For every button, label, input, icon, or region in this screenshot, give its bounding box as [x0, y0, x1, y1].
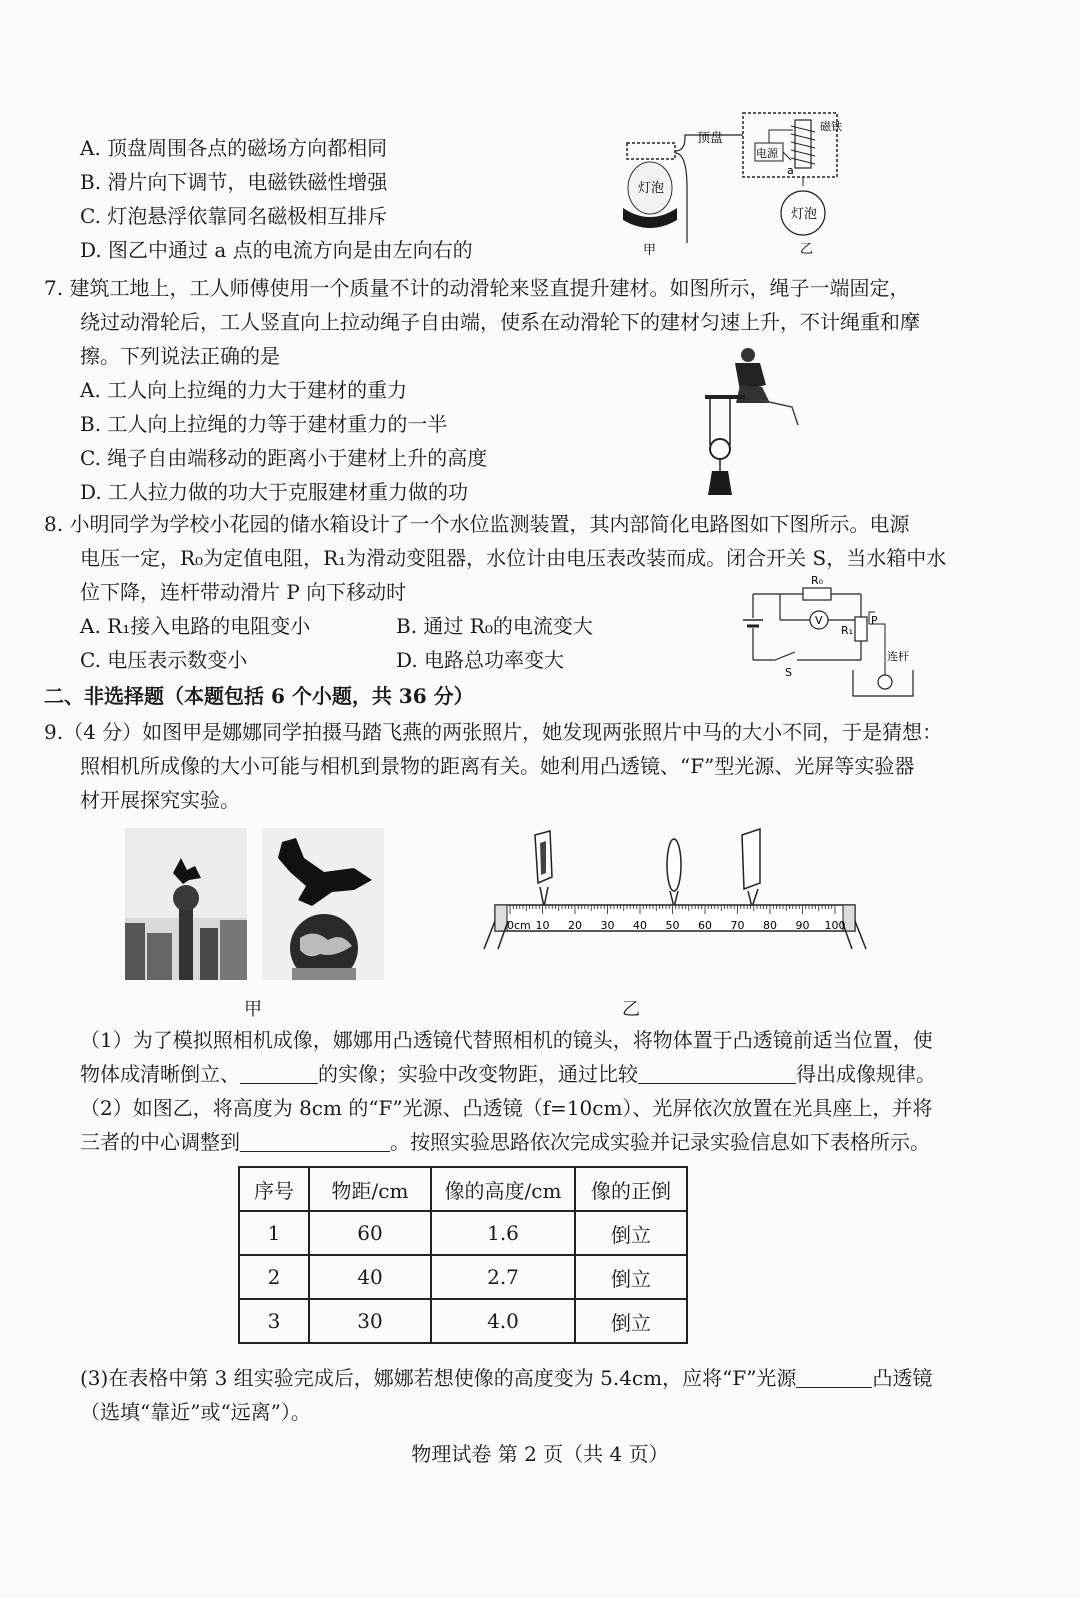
- table-cell: 4.0: [431, 1299, 575, 1343]
- q9-blank-4[interactable]: [796, 1367, 872, 1388]
- q8-option-d: D. 电路总功率变大: [396, 648, 565, 672]
- table-row: [239, 1211, 687, 1255]
- q8-fig-r0: R₀: [811, 574, 824, 587]
- table-cell: 2.7: [431, 1255, 575, 1299]
- ruler-tick-label: 20: [568, 919, 582, 932]
- q6-option-b: B. 滑片向下调节，电磁铁磁性增强: [80, 170, 388, 194]
- table-cell: 倒立: [575, 1299, 687, 1343]
- q8-fig-r1: R₁: [841, 624, 854, 637]
- q8-fig-voltmeter: V: [815, 614, 823, 627]
- q9-photo-far: [125, 828, 247, 980]
- q6-fig-top-label: 顶盘: [697, 131, 724, 146]
- q6-option-d: D. 图乙中通过 a 点的电流方向是由左向右的: [80, 238, 473, 262]
- q9-photo-near: [262, 828, 384, 980]
- q9-part1-line2: [80, 1060, 936, 1088]
- q6-fig-magnet: 磁铁: [820, 120, 842, 133]
- q9-part1-line1: （1）为了模拟照相机成像，娜娜用凸透镜代替照相机的镜头，将物体置于凸透镜前适当位置，使: [80, 1028, 933, 1052]
- table-header: 物距/cm: [309, 1167, 431, 1211]
- q9-blank-3[interactable]: [240, 1131, 390, 1152]
- q9-part3-line1: [80, 1364, 932, 1392]
- table-header: 像的正倒: [575, 1167, 687, 1211]
- q7-option-b: B. 工人向上拉绳的力等于建材重力的一半: [80, 412, 448, 436]
- table-cell: 60: [309, 1211, 431, 1255]
- q8-stem-line3: 位下降，连杆带动滑片 P 向下移动时: [80, 580, 407, 604]
- q6-option-a: A. 顶盘周围各点的磁场方向都相同: [80, 136, 388, 160]
- table-row: [239, 1299, 687, 1343]
- table-cell: 倒立: [575, 1255, 687, 1299]
- q6-fig-point-a: a: [787, 164, 794, 177]
- q6-fig-bulb-jia: 灯泡: [638, 181, 665, 196]
- q7-stem-line3: 擦。下列说法正确的是: [80, 344, 280, 368]
- q7-option-d: D. 工人拉力做的功大于克服建材重力做的功: [80, 480, 469, 504]
- q8-fig-switch: S: [785, 666, 792, 679]
- q7-pulley-figure: [700, 345, 810, 505]
- q9-stem-line1: 9.（4 分）如图甲是娜娜同学拍摄马踏飞燕的两张照片，她发现两张照片中马的大小不同，于是猜想：: [44, 720, 943, 744]
- ruler-tick-label: 70: [730, 919, 745, 932]
- ruler-tick-label: 50: [665, 919, 680, 932]
- q8-option-c: C. 电压表示数变小: [80, 648, 248, 672]
- q9-stem-line2: 照相机所成像的大小可能与相机到景物的距离有关。她利用凸透镜、“F”型光源、光屏等实验器: [80, 754, 915, 778]
- q7-stem-line1: 7. 建筑工地上，工人师傅使用一个质量不计的动滑轮来竖直提升建材。如图所示，绳子一端固定，: [44, 276, 910, 300]
- q9-optical-bench: [480, 825, 870, 960]
- q7-stem-line2: 绕过动滑轮后，工人竖直向上拉动绳子自由端，使系在动滑轮下的建材匀速上升，不计绳重和摩: [80, 310, 920, 334]
- q9-fig-label-jia: 甲: [244, 999, 262, 1020]
- ruler-tick-label: 40: [633, 919, 647, 932]
- q7-option-c: C. 绳子自由端移动的距离小于建材上升的高度: [80, 446, 488, 470]
- q9-fig-label-yi: 乙: [622, 999, 640, 1020]
- table-cell: 2: [239, 1255, 309, 1299]
- q6-fig-label-jia: 甲: [643, 243, 657, 258]
- q7-option-a: A. 工人向上拉绳的力大于建材的重力: [80, 378, 408, 402]
- q9-part1-text2: 的实像；实验中改变物距，通过比较: [318, 1062, 638, 1086]
- q9-part2-text1: 三者的中心调整到: [80, 1130, 240, 1154]
- q9-data-table: [238, 1166, 688, 1344]
- q6-fig-power: 电源: [756, 147, 778, 160]
- q9-part2-text2: 。按照实验思路依次完成实验并记录实验信息如下表格所示。: [390, 1130, 930, 1154]
- section-heading: 二、非选择题（本题包括 6 个小题，共 36 分）: [44, 684, 474, 708]
- ruler-tick-label: 80: [763, 919, 777, 932]
- q8-fig-rod: 连杆: [887, 650, 909, 663]
- ruler-tick-label: 0cm: [507, 919, 531, 932]
- table-header: 像的高度/cm: [431, 1167, 575, 1211]
- table-header: 序号: [239, 1167, 309, 1211]
- q9-part3-text1: (3)在表格中第 3 组实验完成后，娜娜若想使像的高度变为 5.4cm，应将“F”光源: [80, 1366, 797, 1390]
- q8-stem-line1: 8. 小明同学为学校小花园的储水箱设计了一个水位监测装置，其内部简化电路图如下图所示。电源: [44, 512, 910, 536]
- ruler-tick-label: 10: [535, 919, 550, 932]
- table-cell: 3: [239, 1299, 309, 1343]
- table-header-row: [239, 1167, 687, 1211]
- q8-option-b: B. 通过 R₀的电流变大: [396, 614, 593, 638]
- q9-part3-line2: （选填“靠近”或“远离”）。: [80, 1400, 311, 1424]
- ruler-tick-label: 100: [824, 919, 846, 932]
- q8-stem-line2: 电压一定，R₀为定值电阻，R₁为滑动变阻器，水位计由电压表改装而成。闭合开关 S，当水箱中水: [80, 546, 947, 570]
- table-cell: 40: [309, 1255, 431, 1299]
- q9-part1-text3: 得出成像规律。: [796, 1062, 936, 1086]
- ruler-tick-label: 30: [600, 919, 615, 932]
- table-row: [239, 1255, 687, 1299]
- table-cell: 1: [239, 1211, 309, 1255]
- q9-part3-text2: 凸透镜: [872, 1366, 933, 1390]
- q6-fig-label-yi: 乙: [800, 242, 814, 257]
- q8-fig-p: P: [871, 614, 878, 627]
- table-cell: 1.6: [431, 1211, 575, 1255]
- q9-blank-2[interactable]: [638, 1063, 796, 1084]
- q9-part1-text1: 物体成清晰倒立、: [80, 1062, 240, 1086]
- table-cell: 倒立: [575, 1211, 687, 1255]
- ruler-tick-label: 60: [698, 919, 712, 932]
- q9-blank-1[interactable]: [240, 1063, 318, 1084]
- table-cell: 30: [309, 1299, 431, 1343]
- ruler-tick-label: 90: [795, 919, 810, 932]
- q6-option-c: C. 灯泡悬浮依靠同名磁极相互排斥: [80, 204, 388, 228]
- q8-circuit-diagram: [735, 572, 925, 702]
- q8-option-a: A. R₁接入电路的电阻变小: [80, 614, 311, 638]
- q9-stem-line3: 材开展探究实验。: [80, 788, 240, 812]
- q9-part2-line1: （2）如图乙，将高度为 8cm 的“F”光源、凸透镜（f=10cm）、光屏依次放置在光具座上，并将: [80, 1096, 933, 1120]
- q6-fig-bulb-yi: 灯泡: [791, 207, 818, 222]
- q6-maglev-figure: [615, 108, 845, 268]
- q9-part2-line2: [80, 1128, 930, 1156]
- page-footer: 物理试卷 第 2 页（共 4 页）: [411, 1442, 669, 1466]
